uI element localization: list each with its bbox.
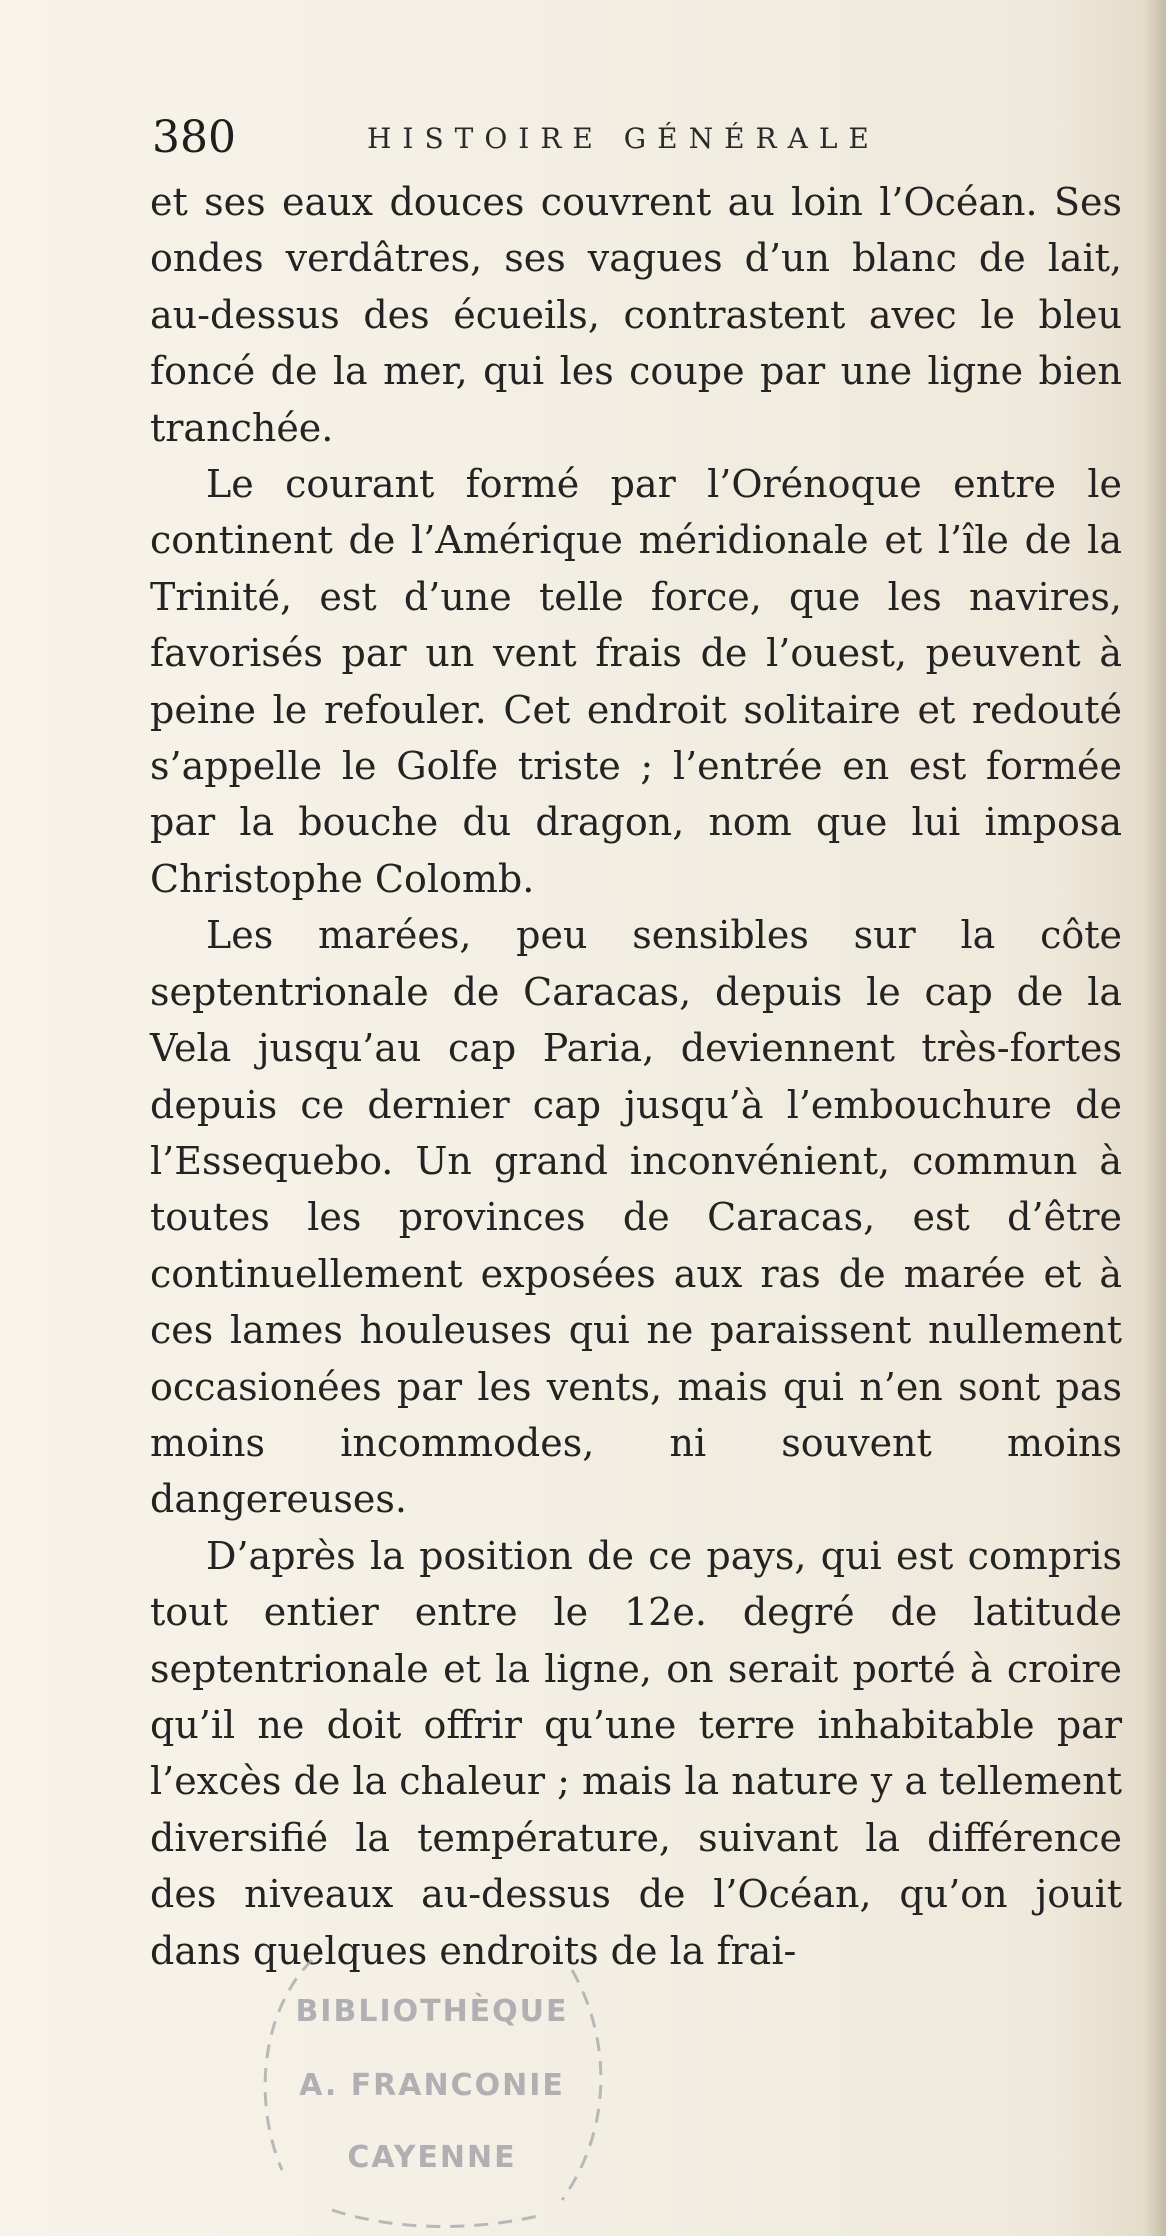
paragraph-2: Le courant formé par l’Orénoque entre le continent de l’Amérique méridionale et l’île de la Trinité, est d’une telle force, que les navires, favorisés par un vent frais de l’ouest, peuvent à peine le refouler. Cet endroit solitaire et redouté s’appelle le Golfe triste ; l’entrée en est formée par la bouche du dragon, nom que lui imposa Christophe Colomb. [150,462,1122,901]
stamp-line-2: A. FRANCONIE [299,2068,565,2103]
running-head: HISTOIRE GÉNÉRALE [367,122,880,155]
library-stamp [242,1930,622,2234]
paragraph-3: Les marées, peu sensibles sur la côte septentrionale de Caracas, depuis le cap de la Vela jusqu’au cap Paria, deviennent très-fortes depuis ce dernier cap jusqu’à l’embouchure de l’Essequebo. Un grand inconvénient, commun à toutes les provinces de Caracas, est d’être continuellement exposées aux ras de marée et à ces lames houleuses qui ne paraissent nullement occasionées par les vents, mais qui n’en sont pas moins incommodes, ni souvent moins dangereuses. [150,913,1122,1522]
paragraph-4: D’après la position de ce pays, qui est compris tout entier entre le 12e. degré de latitude septentrionale et la ligne, on serait porté à croire qu’il ne doit offrir qu’une terre inhabitable par l’excès de la chaleur ; mais la nature y a tellement diversifié la température, suivant la différence des niveaux au-dessus de l’Océan, qu’on jouit dans quelques endroits de la frai- [150,1533,1122,1973]
stamp-line-1: BIBLIOTHÈQUE [295,1994,569,2029]
page-gutter-shadow [1144,0,1166,2236]
page-header [152,110,1112,166]
page-number: 380 [152,112,236,163]
body-text [150,174,1122,1979]
paragraph-1: et ses eaux douces couvrent au loin l’Océan. Ses ondes verdâtres, ses vagues d’un blanc de lait, au-dessus des écueils, contrastent avec le bleu foncé de la mer, qui les coupe par une ligne bien tranchée. [150,180,1122,450]
stamp-line-3: CAYENNE [347,2140,517,2175]
